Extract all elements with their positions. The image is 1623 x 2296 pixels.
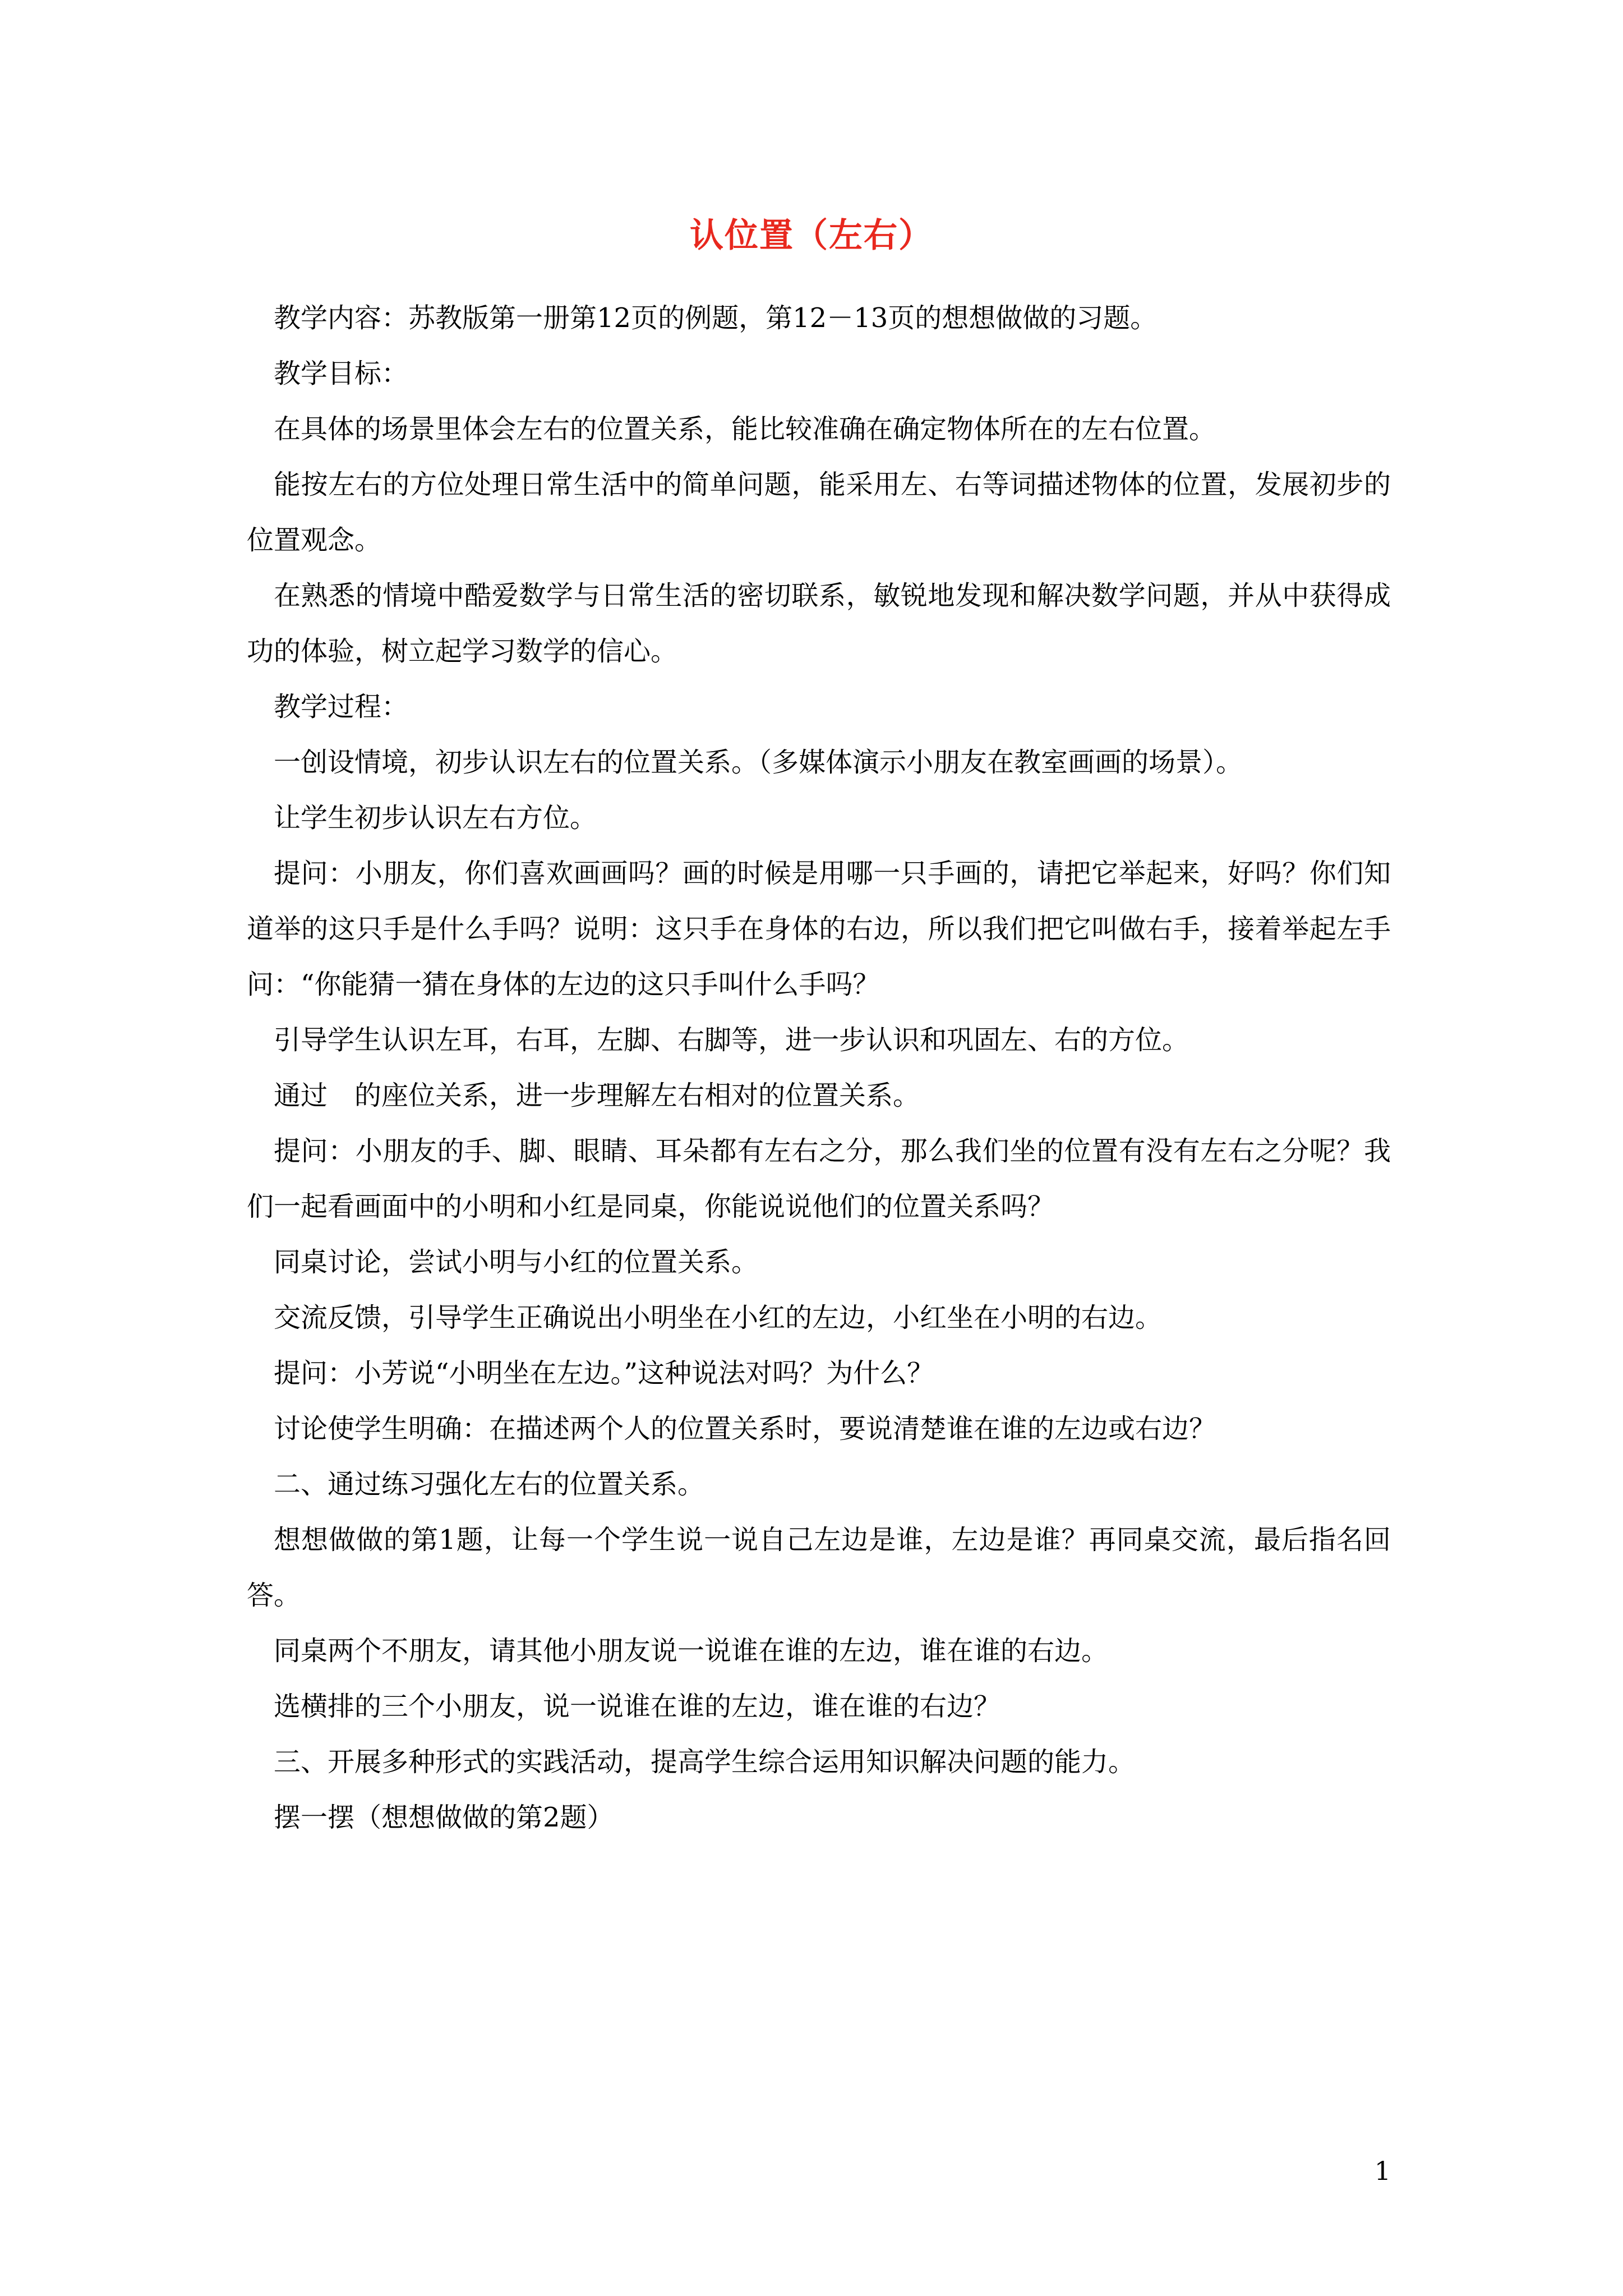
- paragraph: 提问：小朋友，你们喜欢画画吗？画的时候是用哪一只手画的，请把它举起来，好吗？你们知道举的这只手是什么手吗？说明：这只手在身体的右边，所以我们把它叫做右手，接着举起左手问：“你能猜一猜在身体的左边的这只手叫什么手吗？: [247, 858, 1391, 1000]
- paragraph-goal-1: 在具体的场景里体会左右的位置关系，能比较准确在确定物体所在的左右位置。: [274, 413, 1216, 445]
- document-title: 认位置（左右）: [690, 216, 933, 255]
- paragraph: 摆一摆（想想做做的第2题）: [274, 1802, 614, 1833]
- paragraph: 同桌两个不朋友，请其他小朋友说一说谁在谁的左边，谁在谁的右边。: [274, 1635, 1109, 1667]
- paragraph-teaching-process-heading: 教学过程：: [274, 691, 409, 723]
- paragraph-section-3-heading: 三、开展多种形式的实践活动，提高学生综合运用知识解决问题的能力。: [274, 1746, 1136, 1778]
- paragraph-section-1-heading: 一创设情境，初步认识左右的位置关系。（多媒体演示小朋友在教室画画的场景）。: [274, 747, 1243, 778]
- paragraph-teaching-content: 教学内容：苏教版第一册第12页的例题，第12－13页的想想做做的习题。: [274, 302, 1158, 334]
- paragraph: 交流反馈，引导学生正确说出小明坐在小红的左边，小红坐在小明的右边。: [274, 1302, 1163, 1333]
- page-number: 1: [1374, 2156, 1391, 2186]
- paragraph: 让学生初步认识左右方位。: [274, 802, 597, 834]
- paragraph: 通过 的座位关系，进一步理解左右相对的位置关系。: [274, 1080, 920, 1111]
- document-body: [247, 291, 1391, 1846]
- paragraph: 提问：小芳说“小明坐在左边。”这种说法对吗？为什么？: [274, 1358, 934, 1389]
- paragraph-goal-3: 在熟悉的情境中酷爱数学与日常生活的密切联系，敏锐地发现和解决数学问题，并从中获得成功的体验，树立起学习数学的信心。: [247, 580, 1391, 667]
- paragraph: 讨论使学生明确：在描述两个人的位置关系时，要说清楚谁在谁的左边或右边？: [274, 1413, 1216, 1444]
- paragraph: 引导学生认识左耳，右耳，左脚、右脚等，进一步认识和巩固左、右的方位。: [274, 1024, 1189, 1056]
- paragraph-section-2-heading: 二、通过练习强化左右的位置关系。: [274, 1469, 705, 1500]
- paragraph: 想想做做的第1题，让每一个学生说一说自己左边是谁，左边是谁？再同桌交流，最后指名回答。: [247, 1524, 1391, 1611]
- paragraph: 同桌讨论，尝试小明与小红的位置关系。: [274, 1246, 759, 1278]
- paragraph: 提问：小朋友的手、脚、眼睛、耳朵都有左右之分，那么我们坐的位置有没有左右之分呢？我们一起看画面中的小明和小红是同桌，你能说说他们的位置关系吗？: [247, 1135, 1391, 1222]
- paragraph-goal-2: 能按左右的方位处理日常生活中的简单问题，能采用左、右等词描述物体的位置，发展初步的位置观念。: [247, 469, 1391, 556]
- paragraph: 选横排的三个小朋友，说一说谁在谁的左边，谁在谁的右边？: [274, 1691, 1001, 1722]
- paragraph-teaching-goals-heading: 教学目标：: [274, 358, 409, 389]
